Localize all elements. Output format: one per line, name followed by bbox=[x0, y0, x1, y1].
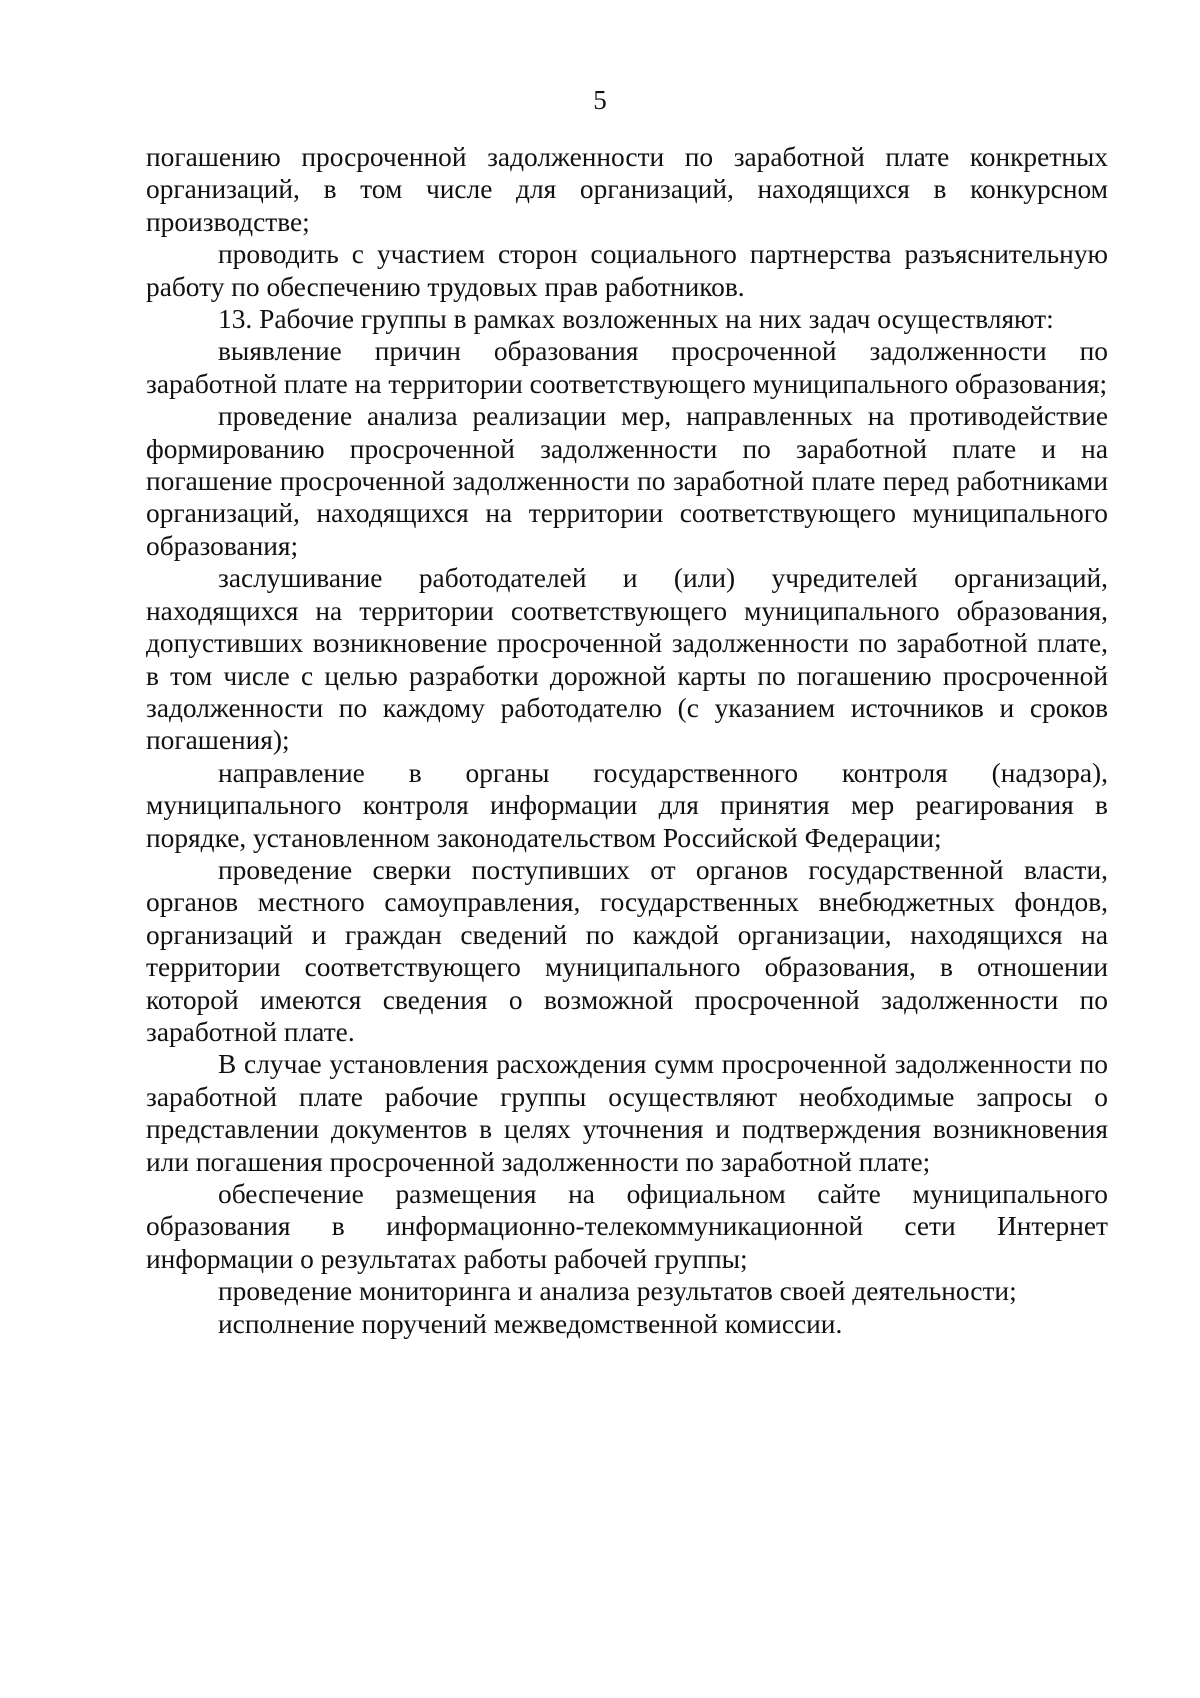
document-body bbox=[146, 141, 1108, 1340]
paragraph-website-publication: обеспечение размещения на официальном сайте муниципального образования в информационно-телекоммуникационной сети Интернет информации о результатах работы рабочей группы; bbox=[146, 1179, 1108, 1274]
paragraph-referral-control-bodies: направление в органы государственного контроля (надзора), муниципального контроля информации для принятия мер реагирования в порядке, установленном законодательством Российской Федерации; bbox=[146, 757, 1108, 853]
paragraph-continuation: погашению просроченной задолженности по заработной плате конкретных организаций, в том числе для организаций, находящихся в конкурсном производстве; bbox=[146, 142, 1108, 237]
paragraph-hearing-employers: заслушивание работодателей и (или) учредителей организаций, находящихся на территории соответствующего муниципального образования, допустивших возникновение просроченной задолженности по заработной плате, в том числе с целью разработки дорожной карты по погашению просроченной задолженности по каждому работодателю (с указанием источников и сроков погашения); bbox=[146, 563, 1108, 756]
paragraph-explanatory-work: проводить с участием сторон социального партнерства разъяснительную работу по обеспечению трудовых прав работников. bbox=[146, 239, 1108, 302]
page-number: 5 bbox=[593, 85, 607, 115]
paragraph-analysis-measures: проведение анализа реализации мер, направленных на противодействие формированию просроченной задолженности по заработной плате и на погашение просроченной задолженности по заработной плате перед работниками организаций, находящихся на территории соответствующего муниципального образования; bbox=[146, 401, 1108, 561]
paragraph-item-13: 13. Рабочие группы в рамках возложенных на них задач осуществляют: bbox=[218, 304, 1054, 335]
paragraph-identify-causes: выявление причин образования просроченной задолженности по заработной плате на территории соответствующего муниципального образования; bbox=[146, 336, 1108, 399]
paragraph-commission-orders: исполнение поручений межведомственной комиссии. bbox=[218, 1308, 843, 1339]
paragraph-monitoring: проведение мониторинга и анализа результатов своей деятельности; bbox=[218, 1276, 1017, 1307]
paragraph-reconciliation: проведение сверки поступивших от органов государственной власти, органов местного самоуправления, государственных внебюджетных фондов, организаций и граждан сведений по каждой организации, находящихся на территории соответствующего муниципального образования, в отношении которой имеются сведения о возможной просроченной задолженности по заработной плате. bbox=[146, 854, 1108, 1047]
paragraph-discrepancies: В случае установления расхождения сумм просроченной задолженности по заработной плате рабочие группы осуществляют необходимые запросы о представлении документов в целях уточнения и подтверждения возникновения или погашения просроченной задолженности по заработной плате; bbox=[146, 1049, 1108, 1177]
